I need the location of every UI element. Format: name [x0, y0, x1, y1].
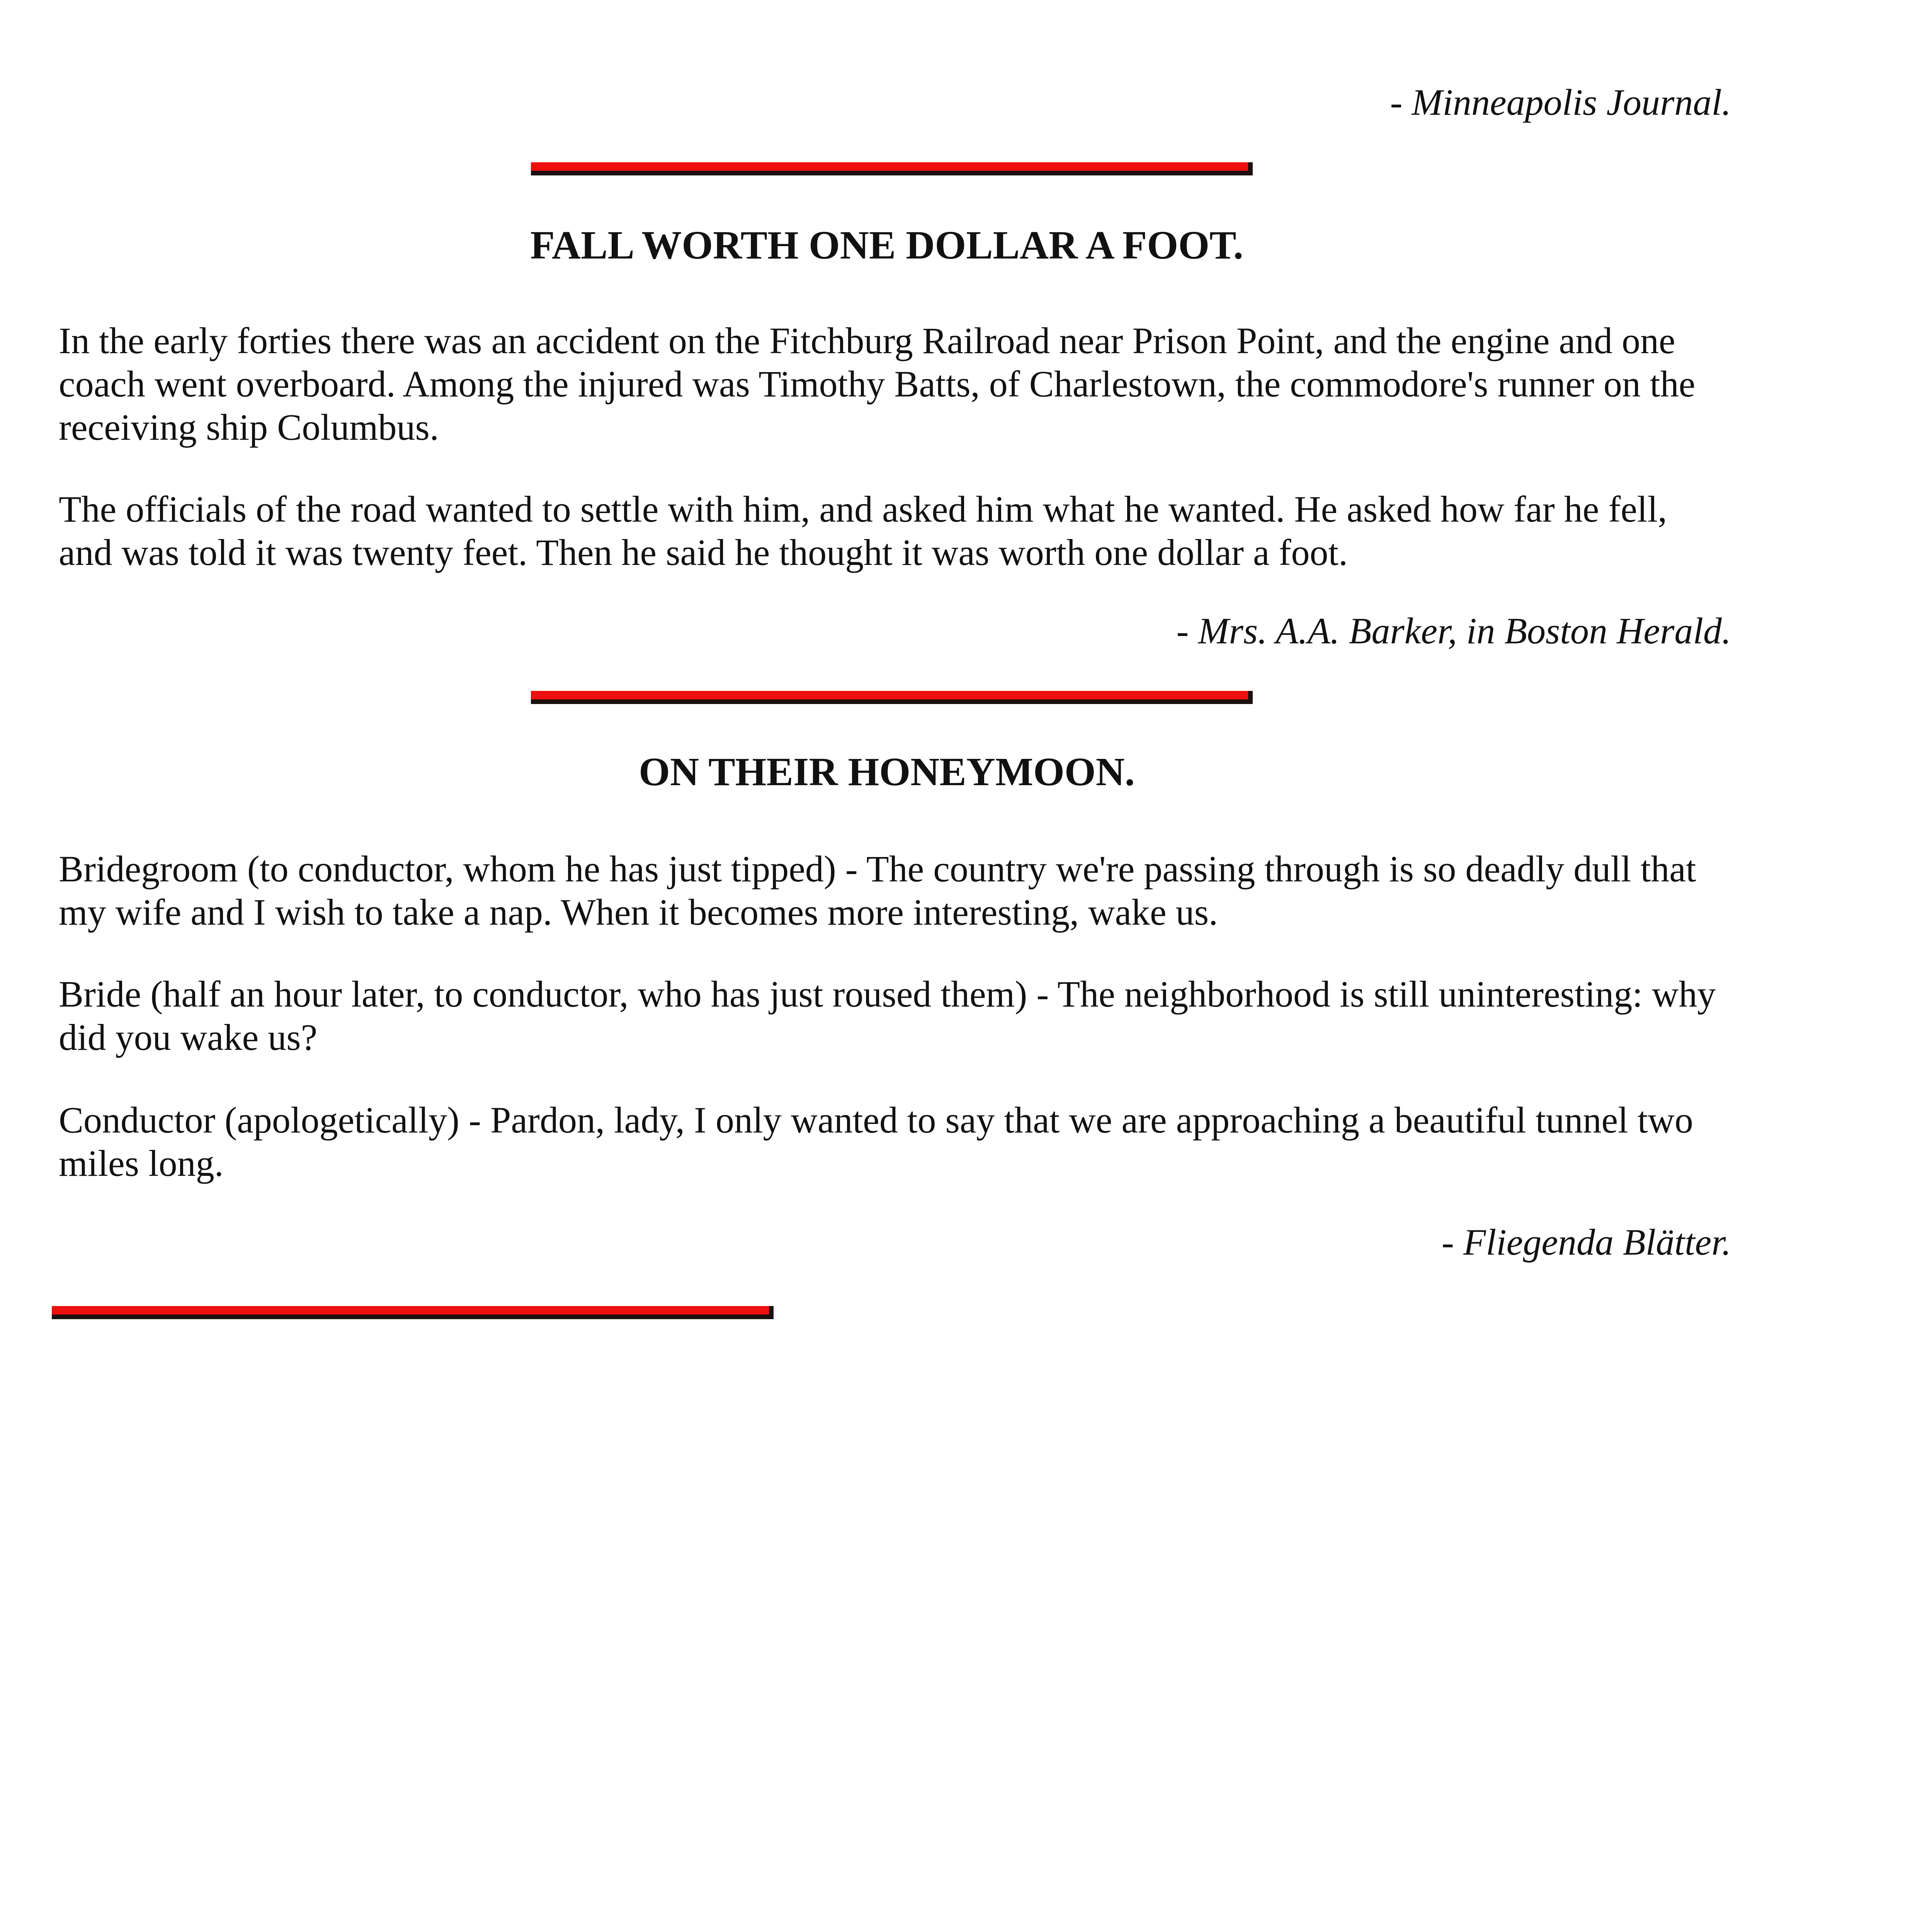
story-paragraph: Bride (half an hour later, to conductor, who has just roused them) - The neighborhood is still uninteresting: why did you wake us?	[59, 973, 1716, 1058]
attribution-fliegenda-blatter: - Fliegenda Blätter.	[1441, 1221, 1731, 1263]
separator-rule	[531, 691, 1253, 704]
story-paragraph: Bridegroom (to conductor, whom he has just tipped) - The country we're passing through is so deadly dull that my wife and I wish to take a nap. When it becomes more interesting, wake us.	[59, 848, 1696, 933]
attribution-minneapolis-journal: - Minneapolis Journal.	[1390, 82, 1731, 123]
end-separator-rule	[52, 1306, 774, 1319]
attribution-boston-herald: - Mrs. A.A. Barker, in Boston Herald.	[1176, 610, 1731, 651]
story-title-honeymoon: ON THEIR HONEYMOON.	[639, 750, 1135, 794]
story-paragraph: In the early forties there was an accident on the Fitchburg Railroad near Prison Point, and the engine and one coach went overboard. Among the injured was Timothy Batts, of Charlestown, the commodore's runner on the receiving ship Columbus.	[59, 320, 1696, 448]
story-paragraph: The officials of the road wanted to settle with him, and asked him what he wanted. He asked how far he fell, and was told it was twenty feet. Then he said he thought it was worth one dollar a foot.	[59, 488, 1667, 573]
story-paragraph: Conductor (apologetically) - Pardon, lady, I only wanted to say that we are approaching a beautiful tunnel two miles long.	[59, 1099, 1693, 1184]
story-title-fall: FALL WORTH ONE DOLLAR A FOOT.	[530, 223, 1243, 267]
separator-rule	[531, 162, 1253, 175]
